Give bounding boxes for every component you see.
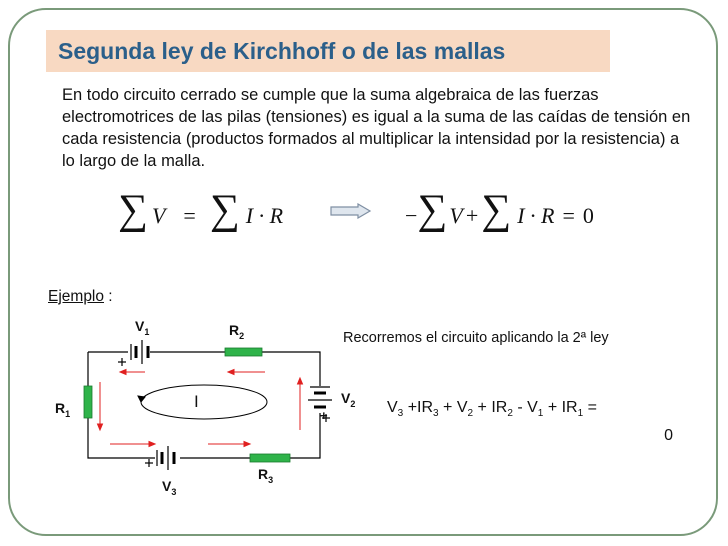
battery-v1-icon [118, 340, 148, 366]
eq-term: IR [561, 399, 578, 416]
formula-ir: I · R [245, 203, 284, 228]
formula-minus: − [405, 203, 418, 228]
label-plus-v2: + [320, 408, 328, 423]
label-r3: $R_3$ [258, 466, 274, 485]
page-title: Segunda ley de Kirchhoff o de las mallas [58, 37, 506, 64]
label-v3: $V_3$ [162, 478, 177, 497]
formula-plus: + [465, 203, 479, 228]
eq-equals: = [587, 399, 597, 416]
circuit-wires [88, 352, 320, 458]
formula-right [405, 186, 594, 234]
example-colon: : [104, 288, 113, 305]
current-loop-icon [138, 385, 267, 419]
formula-left [118, 186, 283, 234]
eq-term: V [456, 399, 468, 416]
formula-equals: = [562, 203, 575, 228]
circuit-diagram [40, 300, 360, 500]
label-v2: $V_2$ [341, 390, 356, 409]
eq-op: + [407, 399, 418, 416]
formula-zero: 0 [582, 203, 594, 228]
sigma-symbol: ∑ [481, 187, 512, 233]
label-current: I [194, 392, 199, 411]
label-r1: $R_1$ [55, 400, 71, 419]
formula-v: V [151, 203, 166, 228]
eq-op: - [517, 399, 523, 416]
resistor-r1 [84, 386, 92, 418]
eq-term: IR [417, 399, 434, 416]
eq-term: V [527, 399, 538, 416]
resistor-r3 [250, 454, 290, 462]
current-direction-arrows [98, 370, 303, 447]
sigma-symbol: ∑ [209, 187, 240, 233]
eq-term: IR [491, 399, 508, 416]
label-v1: $V_1$ [135, 318, 150, 337]
eq-op: + [547, 399, 558, 416]
example-word: Ejemplo [48, 288, 104, 305]
eq-result: 0 [664, 427, 673, 445]
implies-arrow-icon [330, 203, 372, 224]
sigma-symbol: ∑ [118, 187, 148, 233]
formula-ir: I · R [517, 203, 555, 228]
resistor-r2 [225, 348, 262, 356]
sigma-symbol: ∑ [417, 187, 448, 233]
label-r2: $R_2$ [229, 322, 245, 341]
formula-v: V [449, 203, 463, 228]
formula-equals: = [183, 203, 196, 228]
kirchhoff-equation: $V_3 +IR_3 + V_2 + IR_2 - V_1 + IR_1$ = 0 [387, 397, 679, 447]
intro-text: En todo circuito cerrado se cumple que la suma algebraica de las fuerzas electromotrices de las pilas (tensiones) es igual a la suma de las caídas de tensión en cada resistencia (productos formados al multiplicar la intensidad por la resistencia) a lo largo de la malla. [62, 86, 691, 170]
eq-term: V [387, 399, 398, 416]
eq-op: + [443, 399, 453, 416]
title-bar [46, 30, 610, 72]
recorremos-text: Recorremos el circuito aplicando la 2ª ley [343, 330, 609, 346]
eq-op: + [477, 399, 487, 416]
